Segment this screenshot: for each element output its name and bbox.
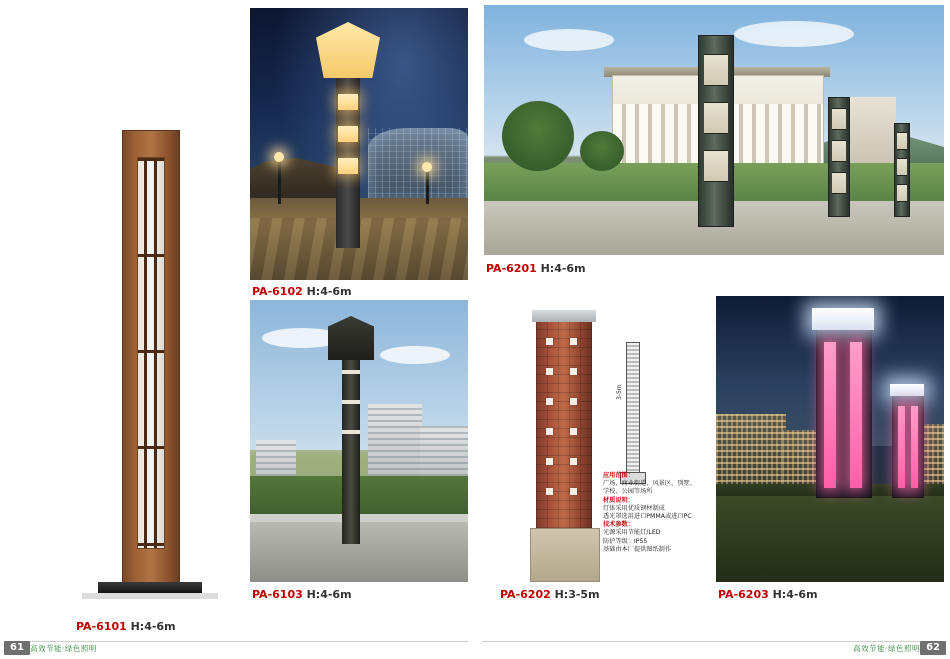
light-window xyxy=(570,398,577,405)
street-lamp-glow xyxy=(422,162,432,172)
lamp-stone-base xyxy=(530,528,600,582)
lamp-post-body xyxy=(536,322,592,528)
light-window xyxy=(546,398,553,405)
lamp-light-band xyxy=(338,126,358,142)
caption-pa-6102 xyxy=(252,285,352,298)
spec-line: 防护等级：IP55 xyxy=(603,537,648,545)
product-height: H:4-6m xyxy=(306,285,352,298)
spec-block-middle xyxy=(603,472,723,554)
crossbar xyxy=(138,543,164,546)
product-code: PA-6102 xyxy=(252,285,303,298)
street-lamp-pole xyxy=(278,158,281,204)
spec-heading: 应用范围： xyxy=(603,472,634,479)
lamp-post-body xyxy=(342,344,360,544)
crossbar xyxy=(138,158,164,161)
building-window-grid xyxy=(368,128,468,200)
product-code: PA-6101 xyxy=(76,620,127,633)
light-window xyxy=(546,488,553,495)
lamp-light-panel xyxy=(897,132,907,150)
lamp-post-body xyxy=(894,123,910,217)
product-height: H:3-5m xyxy=(554,588,600,601)
caption-pa-6203 xyxy=(718,588,818,601)
product-code: PA-6201 xyxy=(486,262,537,275)
spec-line: 光源采用节能灯/LED xyxy=(603,529,661,537)
product-code: PA-6203 xyxy=(718,588,769,601)
lamp-light-band xyxy=(338,158,358,174)
lamp-post-body xyxy=(122,130,180,587)
lamp-cap xyxy=(532,310,596,322)
lamp-light-band xyxy=(338,94,358,110)
drawing-dimension-label: 3-5m xyxy=(616,384,623,400)
lamp-light-panel xyxy=(704,102,728,134)
cloud xyxy=(524,29,614,51)
caption-pa-6201 xyxy=(486,262,586,275)
lamp-top-light xyxy=(812,308,874,330)
pink-light-strip xyxy=(850,342,862,488)
lamp-post-body xyxy=(828,97,850,217)
spec-line: 广场、商业街道、风景区、别墅、 xyxy=(603,480,696,488)
product-image-pa-6203 xyxy=(716,296,944,582)
lamp-post-body-secondary xyxy=(892,392,924,498)
mullion xyxy=(154,158,157,548)
light-window xyxy=(570,368,577,375)
lamp-light-band xyxy=(342,400,360,404)
spec-line: 透光罩选用进口PMMA或进口PC xyxy=(603,513,692,521)
pink-light-strip xyxy=(911,406,918,488)
light-window xyxy=(546,428,553,435)
lamp-light-band xyxy=(342,370,360,374)
product-height: H:4-6m xyxy=(306,588,352,601)
lamp-light-panel xyxy=(704,54,728,86)
light-window xyxy=(546,458,553,465)
product-code: PA-6202 xyxy=(500,588,551,601)
pink-light-strip xyxy=(824,342,836,488)
light-window xyxy=(570,458,577,465)
product-image-pa-6201 xyxy=(484,5,944,255)
light-window xyxy=(570,428,577,435)
light-window xyxy=(570,338,577,345)
product-image-pa-6103 xyxy=(250,300,468,582)
cloud xyxy=(734,21,854,47)
product-image-pa-6101 xyxy=(60,10,240,610)
caption-pa-6103 xyxy=(252,588,352,601)
footer-tagline-right: 高效节能·绿色照明 xyxy=(853,644,920,653)
footer-tagline-left: 高效节能·绿色照明 xyxy=(30,644,97,653)
footer-rule-right xyxy=(482,641,942,642)
caption-pa-6202 xyxy=(500,588,600,601)
tree xyxy=(502,101,574,171)
background-building xyxy=(368,128,468,200)
light-window xyxy=(570,488,577,495)
lamp-light-panel xyxy=(832,140,846,162)
product-image-pa-6102 xyxy=(250,8,468,280)
street-lamp-glow xyxy=(274,152,284,162)
lawn xyxy=(716,496,944,582)
lamp-post-body xyxy=(698,35,734,227)
spec-heading: 材质说明： xyxy=(603,496,634,504)
light-window xyxy=(546,338,553,345)
product-height: H:4-6m xyxy=(540,262,586,275)
footer-rule-left xyxy=(8,641,468,642)
spec-heading: 技术参数： xyxy=(603,521,634,529)
lamp-diffuser-panel xyxy=(137,157,165,549)
product-height: H:4-6m xyxy=(130,620,176,633)
brick-texture xyxy=(536,322,592,528)
product-code: PA-6103 xyxy=(252,588,303,601)
caption-pa-6101 xyxy=(76,620,176,633)
background-building xyxy=(716,414,786,494)
crossbar xyxy=(138,254,164,257)
lamp-light-panel xyxy=(832,172,846,194)
crossbar xyxy=(138,446,164,449)
mullion xyxy=(144,158,147,548)
cloud xyxy=(380,346,450,364)
building-window-grid xyxy=(716,414,786,494)
crossbar xyxy=(138,350,164,353)
lamp-light-panel xyxy=(897,158,907,176)
pink-light-strip xyxy=(898,406,905,488)
lamp-top-light xyxy=(890,384,924,396)
lamp-base-shadow xyxy=(82,593,218,599)
lamp-light-band xyxy=(342,430,360,434)
drawing-column xyxy=(626,342,640,474)
spec-line: 灯体采用优质钢材制成 xyxy=(603,504,665,512)
spec-line: 基础由本厂提供图纸制作 xyxy=(603,545,672,553)
street-lamp-pole xyxy=(426,168,429,204)
lamp-light-panel xyxy=(832,108,846,130)
product-height: H:4-6m xyxy=(772,588,818,601)
page-number-left: 61 xyxy=(4,641,30,655)
lamp-light-panel xyxy=(897,184,907,202)
tree xyxy=(580,131,624,171)
lamp-light-panel xyxy=(704,150,728,182)
page-number-right: 62 xyxy=(920,641,946,655)
light-window xyxy=(546,368,553,375)
spec-line: 学校、公园等场所 xyxy=(603,488,653,496)
